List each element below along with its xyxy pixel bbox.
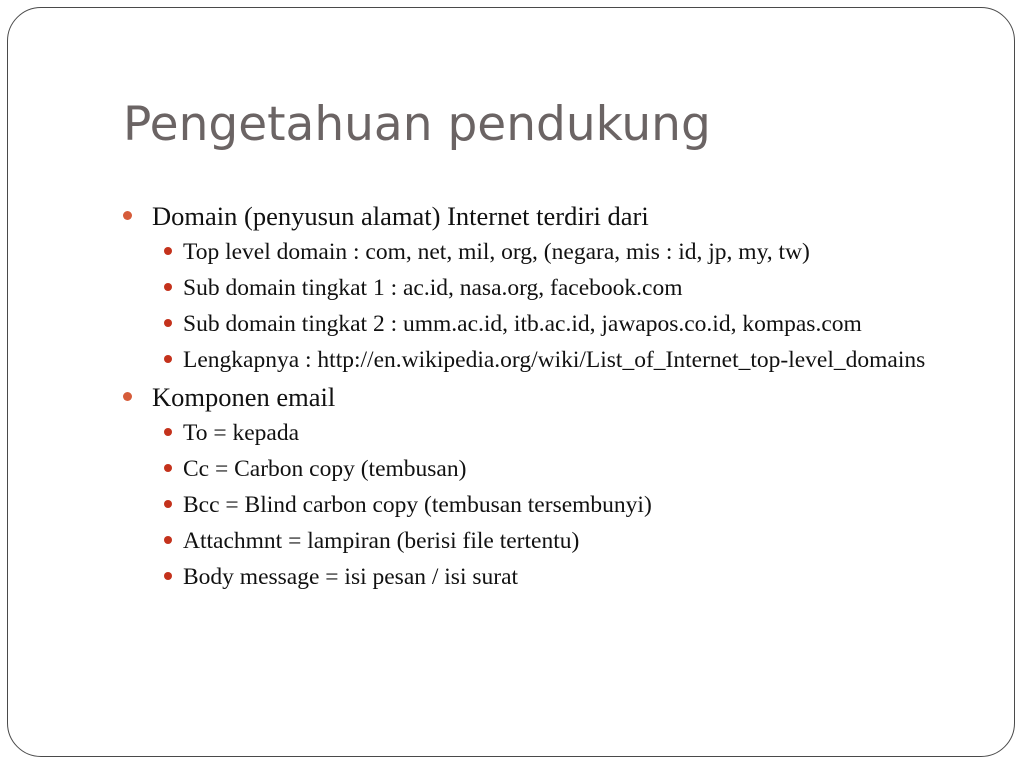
bullet-email bbox=[121, 381, 961, 592]
slide-title: Pengetahuan pendukung bbox=[123, 97, 711, 152]
bullet-list bbox=[121, 200, 961, 592]
sub-list-domain bbox=[152, 237, 961, 375]
bullet-email-text: Komponen email bbox=[152, 382, 336, 412]
slide-content bbox=[121, 200, 961, 598]
sub-bullet-text: Body message = isi pesan / isi surat bbox=[183, 564, 519, 590]
sub-list-email bbox=[152, 418, 961, 592]
sub-bullet-item bbox=[152, 273, 961, 303]
sub-bullet-dot-icon bbox=[164, 464, 172, 472]
sub-bullet-text: Attachmnt = lampiran (berisi file tertentu) bbox=[183, 528, 580, 554]
sub-bullet-item bbox=[152, 345, 961, 375]
sub-bullet-dot-icon bbox=[164, 247, 172, 255]
sub-bullet-text: Bcc = Blind carbon copy (tembusan tersembunyi) bbox=[183, 492, 652, 518]
sub-bullet-dot-icon bbox=[164, 355, 172, 363]
bullet-domain-text: Domain (penyusun alamat) Internet terdiri dari bbox=[152, 201, 649, 231]
sub-bullet-text: Top level domain : com, net, mil, org, (negara, mis : id, jp, my, tw) bbox=[183, 239, 810, 265]
slide-frame bbox=[7, 7, 1015, 757]
sub-bullet-dot-icon bbox=[164, 428, 172, 436]
sub-bullet-dot-icon bbox=[164, 536, 172, 544]
bullet-dot-icon bbox=[123, 392, 132, 401]
sub-bullet-item bbox=[152, 454, 961, 484]
sub-bullet-link-text: Lengkapnya : http://en.wikipedia.org/wiki/List_of_Internet_top-level_domains bbox=[183, 347, 926, 373]
sub-bullet-dot-icon bbox=[164, 283, 172, 291]
sub-bullet-item bbox=[152, 237, 961, 267]
sub-bullet-text: Sub domain tingkat 2 : umm.ac.id, itb.ac.id, jawapos.co.id, kompas.com bbox=[183, 311, 862, 337]
sub-bullet-item bbox=[152, 309, 961, 339]
sub-bullet-dot-icon bbox=[164, 500, 172, 508]
sub-bullet-dot-icon bbox=[164, 319, 172, 327]
sub-bullet-item bbox=[152, 562, 961, 592]
sub-bullet-text: Sub domain tingkat 1 : ac.id, nasa.org, facebook.com bbox=[183, 275, 683, 301]
bullet-domain bbox=[121, 200, 961, 375]
sub-bullet-item bbox=[152, 490, 961, 520]
sub-bullet-item bbox=[152, 418, 961, 448]
bullet-dot-icon bbox=[123, 211, 132, 220]
sub-bullet-text: Cc = Carbon copy (tembusan) bbox=[183, 456, 467, 482]
sub-bullet-text: To = kepada bbox=[183, 420, 300, 446]
sub-bullet-item bbox=[152, 526, 961, 556]
sub-bullet-dot-icon bbox=[164, 572, 172, 580]
